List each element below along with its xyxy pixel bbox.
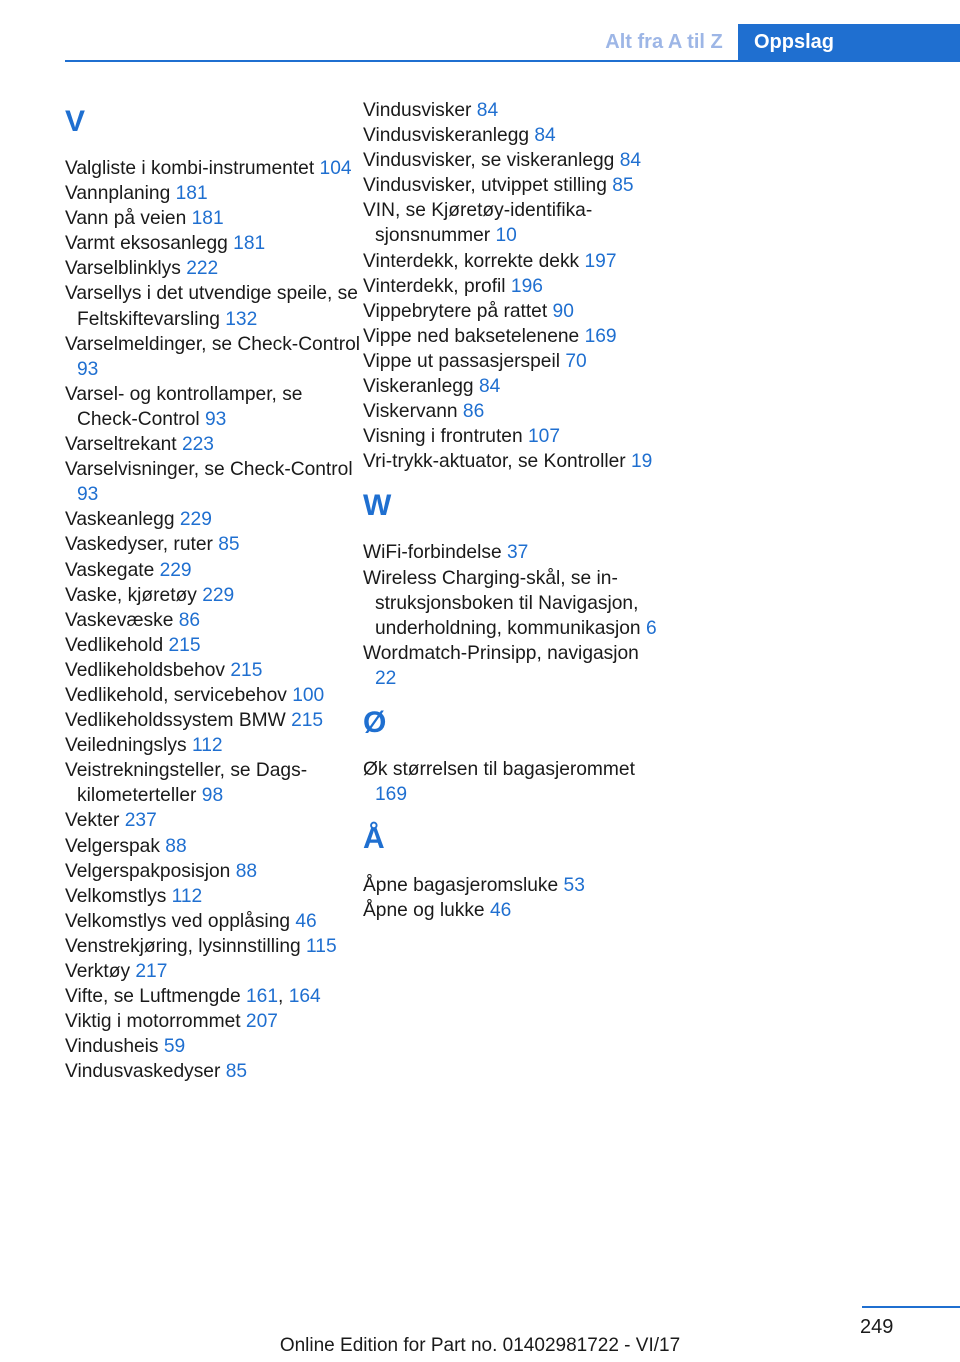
index-page-link[interactable]: 46: [295, 910, 317, 932]
index-page-link[interactable]: 70: [565, 350, 587, 372]
index-entry: [363, 98, 663, 123]
index-entry: [65, 432, 365, 457]
index-entry-term: Wireless Charging-skål, se instruksjonsboken til Navigasjon, underholdning, kommunikasjon: [363, 567, 641, 639]
index-entry: [65, 1034, 365, 1059]
index-page-link[interactable]: 10: [495, 225, 517, 247]
index-entry-term: Viskeranlegg: [363, 376, 474, 398]
index-entry: [65, 859, 365, 884]
index-page-link[interactable]: 115: [306, 935, 337, 957]
index-entry-term: Vaskevæske: [65, 609, 174, 631]
index-entry: [65, 758, 365, 808]
index-entry: [65, 332, 365, 382]
index-page-link[interactable]: 229: [179, 509, 212, 531]
index-entry-term: Vedlikeholdsbehov: [65, 659, 226, 681]
index-entry-term: Åpne bagasjeromsluke: [363, 875, 559, 897]
index-page-link[interactable]: 93: [77, 358, 99, 380]
index-page-link[interactable]: 88: [235, 860, 258, 882]
index-entry-term: Vindusvisker, se viskeranlegg: [363, 150, 615, 172]
index-page-link[interactable]: 181: [175, 183, 208, 205]
index-column-left: [65, 98, 365, 1084]
index-entry-term: Vindusviskeranlegg: [363, 125, 530, 147]
index-letter-heading: Ø: [363, 705, 387, 739]
index-entry: [65, 156, 365, 181]
index-page-link[interactable]: 112: [191, 735, 223, 757]
index-entry: [65, 1059, 365, 1084]
index-entry: [65, 959, 365, 984]
index-entry: Vifte, se Luftmengde 161, 164: [65, 986, 321, 1008]
index-entry-term: Veistrekningsteller, se Dagskilometerteller: [65, 760, 308, 807]
index-entry-term: Visning i frontruten: [363, 426, 523, 448]
index-entry: [65, 382, 365, 432]
index-entry: [65, 934, 365, 959]
index-entry-term: Vinterdekk, korrekte dekk: [363, 250, 580, 272]
index-entry: [65, 457, 365, 507]
index-page-link[interactable]: 161: [246, 986, 279, 1008]
index-page-link[interactable]: 229: [202, 584, 235, 606]
index-entry-term: Velgerspak: [65, 835, 160, 857]
index-entry-term: Varsellys i det utvendige speile, se Feltskiftevarsling: [65, 283, 358, 330]
index-entry-term: Vaskeanlegg: [65, 509, 175, 531]
index-entry-term: Viktig i motorrommet: [65, 1011, 241, 1033]
index-entry-term: Vaske, kjøretøy: [65, 584, 197, 606]
index-page-link[interactable]: 112: [171, 885, 203, 907]
index-entry-term: Vedlikeholdssystem BMW: [65, 710, 286, 732]
index-page-link[interactable]: 196: [510, 275, 543, 297]
index-entry-term: Varselvisninger, se Check-Control: [65, 459, 353, 481]
index-page-link[interactable]: 169: [375, 784, 408, 806]
index-page-link[interactable]: 84: [534, 125, 556, 147]
index-page-link[interactable]: 53: [563, 875, 585, 897]
index-entry: [65, 507, 365, 532]
index-page-link[interactable]: 86: [462, 401, 485, 423]
index-page-link[interactable]: 93: [204, 408, 227, 430]
index-entry-term: Varselblinklys: [65, 258, 181, 280]
footer-edition: Online Edition for Part no. 01402981722 - VI/17: [279, 1335, 681, 1356]
index-page-link[interactable]: 85: [218, 534, 240, 556]
index-page-link[interactable]: 100: [292, 684, 325, 706]
index-entry-term: Vifte, se Luftmengde: [65, 986, 241, 1008]
index-entry: [363, 566, 663, 641]
index-entry: [65, 834, 365, 859]
index-entry-term: Vedlikehold: [65, 634, 164, 656]
index-page-link[interactable]: 84: [478, 376, 501, 398]
index-page-link[interactable]: 215: [168, 634, 201, 656]
index-page-link[interactable]: 98: [201, 785, 224, 807]
index-entry-term: Vinterdekk, profil: [363, 275, 506, 297]
index-page-link[interactable]: 37: [506, 542, 529, 564]
index-page-link[interactable]: 237: [124, 810, 157, 832]
index-page-link[interactable]: 86: [178, 609, 201, 631]
index-page-link[interactable]: 19: [631, 451, 653, 473]
index-letter-heading: V: [65, 105, 86, 138]
chapter-tab: Oppslag: [738, 24, 960, 61]
index-entry-term: Velgerspakposisjon: [65, 860, 231, 882]
index-entry: [65, 181, 365, 206]
index-entry: [363, 641, 663, 691]
index-entry-term: Vindusvaskedyser: [65, 1061, 221, 1083]
index-page-link[interactable]: 207: [245, 1011, 278, 1033]
index-entry-term: Varseltrekant: [65, 434, 177, 456]
index-page-link[interactable]: 85: [612, 175, 634, 197]
index-entry: [363, 449, 663, 474]
index-entry: [65, 884, 365, 909]
index-entry: [363, 374, 663, 399]
index-entry-term: Varmt eksosanlegg: [65, 233, 228, 255]
index-page-link[interactable]: 229: [159, 559, 192, 581]
index-entry: [65, 281, 365, 331]
index-page-link[interactable]: 164: [288, 986, 321, 1008]
index-entry: [65, 256, 365, 281]
index-entry-term: Valgliste i kombi-instrumentet: [65, 158, 315, 179]
index-entry-term: Øk størrelsen til bagasjerommet: [363, 758, 635, 780]
index-entry-term: Vippe ut passasjerspeil: [363, 350, 560, 372]
index-entry-term: Venstrekjøring, lysinnstilling: [65, 935, 301, 957]
index-page-link[interactable]: 132: [225, 308, 258, 330]
index-entry: [363, 198, 663, 248]
index-entry: [363, 324, 663, 349]
index-entry-term: Vekter: [65, 810, 120, 832]
index-entry-term: Veiledningslys: [65, 735, 187, 757]
index-entry-term: Viskervann: [363, 401, 458, 423]
index-entry: [363, 349, 663, 374]
index-entry: [65, 1009, 365, 1034]
index-entry-term: Wordmatch-Prinsipp, navigasjon: [363, 642, 639, 664]
page-number: 249: [860, 1316, 894, 1338]
index-entry: [65, 231, 365, 256]
index-page-link[interactable]: 84: [619, 150, 642, 172]
index-entry-term: Vaskegate: [65, 559, 155, 581]
index-entry: [363, 123, 663, 148]
index-entry: [65, 808, 365, 833]
index-entry: [65, 583, 365, 608]
index-entry-term: Vaskedyser, ruter: [65, 534, 213, 556]
index-entry: [65, 633, 365, 658]
index-entry-term: Velkomstlys: [65, 885, 167, 907]
index-page-link[interactable]: 6: [645, 617, 657, 639]
index-letter-heading: Å: [363, 822, 385, 856]
index-entry: [65, 733, 365, 758]
index-entry: [363, 148, 663, 173]
index-entry-term: Varsel- og kontrollamper, se Check-Control: [65, 383, 303, 430]
index-entry: [363, 399, 663, 424]
index-entry-term: Vedlikehold, servicebehov: [65, 684, 287, 706]
index-entry-term: Varselmeldinger, se Check-Control: [65, 333, 361, 355]
index-entry-term: Vannplaning: [65, 183, 171, 205]
index-page-link[interactable]: 85: [225, 1061, 248, 1083]
index-entry-term: VIN, se Kjøretøy-identifikasjonsnummer: [363, 200, 593, 247]
index-entry-term: Velkomstlys ved opplåsing: [65, 910, 291, 932]
index-column-right: [363, 98, 663, 923]
index-entry: [65, 608, 365, 633]
index-page-link[interactable]: 84: [476, 100, 499, 121]
index-entry-term: Vindusvisker, utvippet stilling: [363, 175, 607, 197]
index-entry: [363, 249, 663, 274]
index-entry-term: Vippe ned baksetelenene: [363, 325, 580, 347]
index-entry: [65, 558, 365, 583]
index-entry: [363, 274, 663, 299]
index-page-link[interactable]: 59: [163, 1036, 186, 1058]
index-entry: [65, 708, 365, 733]
index-page-link[interactable]: 46: [489, 900, 512, 922]
index-entry-term: Vippebrytere på rattet: [363, 300, 548, 322]
index-page-link[interactable]: 181: [233, 233, 266, 255]
index-entry: [363, 898, 663, 923]
index-entry: [65, 683, 365, 708]
index-entry-term: Verktøy: [65, 961, 131, 982]
index-entry: [363, 540, 663, 565]
section-tab: Alt fra A til Z: [605, 31, 723, 53]
index-entry: [65, 658, 365, 683]
index-entry: [65, 909, 365, 934]
index-entry: [363, 173, 663, 198]
index-page-link[interactable]: 88: [165, 835, 187, 857]
index-entry: [363, 299, 663, 324]
index-entry: [65, 206, 365, 231]
index-page-link[interactable]: 22: [375, 667, 397, 689]
index-page-link[interactable]: 215: [291, 710, 324, 732]
index-entry: [65, 532, 365, 557]
index-page-link[interactable]: 181: [191, 208, 224, 230]
header-rule: [65, 60, 960, 62]
index-page-link[interactable]: 222: [186, 258, 219, 280]
index-entry-term: Vann på veien: [65, 208, 187, 230]
index-page-link[interactable]: 90: [552, 300, 574, 322]
index-page-link[interactable]: 169: [584, 325, 617, 347]
page-number-rule: [862, 1306, 960, 1308]
index-page-link[interactable]: 215: [230, 659, 263, 681]
index-entry: [363, 424, 663, 449]
index-entry: [363, 873, 663, 898]
index-entry-term: WiFi-forbindelse: [363, 542, 502, 564]
index-letter-heading: W: [363, 489, 392, 523]
index-entry: [363, 757, 663, 807]
index-page-link[interactable]: 104: [319, 158, 352, 179]
index-page-link[interactable]: 197: [584, 250, 617, 272]
index-entry-term: Vindusheis: [65, 1036, 159, 1058]
index-page-link[interactable]: 223: [181, 434, 214, 456]
index-page-link[interactable]: 107: [527, 426, 560, 448]
index-entry-term: Vindusvisker: [363, 100, 472, 121]
index-page-link[interactable]: 93: [77, 484, 99, 506]
index-entry-term: Åpne og lukke: [363, 900, 485, 922]
index-entry-term: Vri-trykk-aktuator, se Kontroller: [363, 451, 626, 473]
index-page-link[interactable]: 217: [135, 961, 168, 982]
